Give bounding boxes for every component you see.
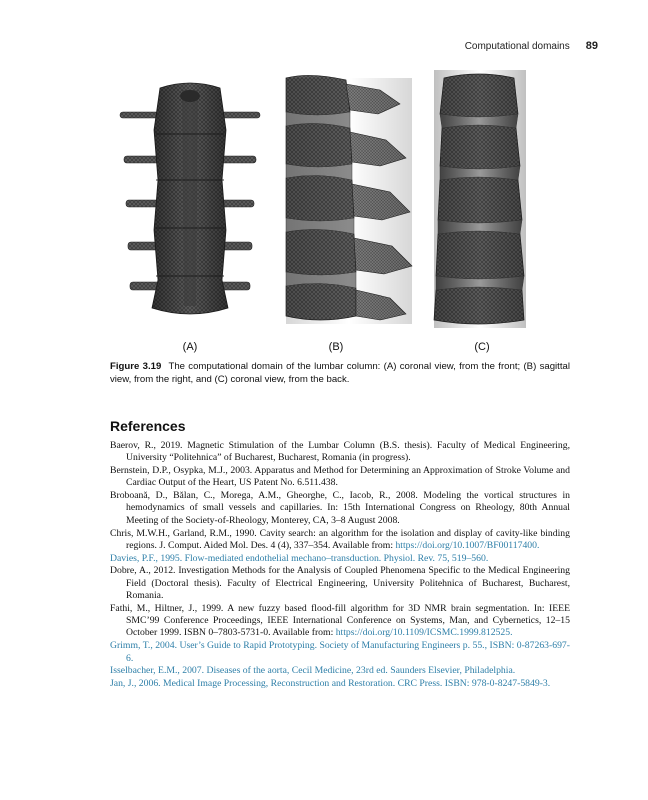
figure-lumbar-column [110, 70, 570, 338]
figure-label: Figure 3.19 [110, 361, 162, 372]
page-number: 89 [585, 40, 598, 52]
reference-item: Broboană, D., Bălan, C., Morega, A.M., Gheorghe, C., Iacob, R., 2008. Modeling the vortical structures in hemodynamics of small vessels and capillaries. In: 15th International Congress on Rheology, 80th Annual Meeting of the Society-of-Rheology, Monterey, CA, 3–8 August 2008. [110, 490, 570, 526]
running-head [465, 40, 598, 52]
reference-item: Chris, M.W.H., Garland, R.M., 1990. Cavity search: an algorithm for the isolation and display of cavity-like binding regions. J. Comput. Aided Mol. Des. 4 (4), 337–354. Available from: https://doi.org/10.1007/BF00117400. [110, 527, 570, 551]
reference-item: Fathi, M., Hiltner, J., 1999. A new fuzzy based flood-fill algorithm for 3D NMR brain segmentation. In: IEEE SMC’99 Conference Proceedings, IEEE International Conference on Systems, Man, and Cybernetics, 12–15 October 1999. ISBN 0–7803-5731-0. Available from: https://doi.org/10.1109/ICSMC.1999.812525. [110, 602, 570, 639]
panel-labels [110, 341, 570, 357]
reference-item: Baerov, R., 2019. Magnetic Stimulation of the Lumbar Column (B.S. thesis). Faculty of Medical Engineering, University “Politehnica” of Bucharest, Bucharest, Romania (in progress). [110, 440, 570, 464]
running-head-section: Computational domains [464, 41, 570, 52]
reference-item: Bernstein, D.P., Osypka, M.J., 2003. Apparatus and Method for Determining an Approximation of Stroke Volume and Cardiac Output of the Heart, US Patent No. 6.511.438. [110, 465, 570, 489]
reference-item-link[interactable]: Isselbacher, E.M., 2007. Diseases of the aorta, Cecil Medicine, 23rd ed. Saunders Elsevier, Philadelphia. [110, 665, 516, 677]
lumbar-column-renderings [110, 70, 570, 338]
doi-link[interactable]: https://doi.org/10.1109/ICSMC.1999.812525. [335, 627, 513, 639]
panel-label-b: (B) [328, 341, 344, 353]
reference-item-link[interactable]: Jan, J., 2006. Medical Image Processing, Reconstruction and Restoration. CRC Press. ISBN: 978-0-8247-5849-3. [110, 678, 551, 690]
figure-caption [110, 360, 570, 386]
doi-link[interactable]: https://doi.org/10.1007/BF00117400. [395, 539, 540, 551]
figure-caption-text: The computational domain of the lumbar column: (A) coronal view, from the front; (B) sagittal view, from the right, and (C) coronal view, from the back. [110, 361, 570, 385]
panel-b-sagittal-right [286, 75, 412, 324]
reference-item: Dobre, A., 2012. Investigation Methods for the Analysis of Coupled Phenomena Specific to the Medical Engineering Field (Doctoral thesis). Faculty of Electrical Engineering, University Politehnica of Bucharest, Bucharest, Romania. [110, 565, 570, 602]
panel-label-a: (A) [182, 341, 198, 353]
panel-a-coronal-front [120, 83, 260, 314]
panel-c-coronal-back [434, 70, 526, 328]
reference-item-link[interactable]: Grimm, T., 2004. User’s Guide to Rapid Prototyping. Society of Manufacturing Engineers p. 55., ISBN: 0-87263-697-6. [110, 640, 570, 664]
references-heading: References [110, 418, 186, 434]
reference-item-link[interactable]: Davies, P.F., 1995. Flow-mediated endothelial mechano–transduction. Physiol. Rev. 75, 519–560. [110, 552, 489, 564]
reference-list [110, 440, 570, 691]
panel-label-c: (C) [474, 341, 490, 353]
